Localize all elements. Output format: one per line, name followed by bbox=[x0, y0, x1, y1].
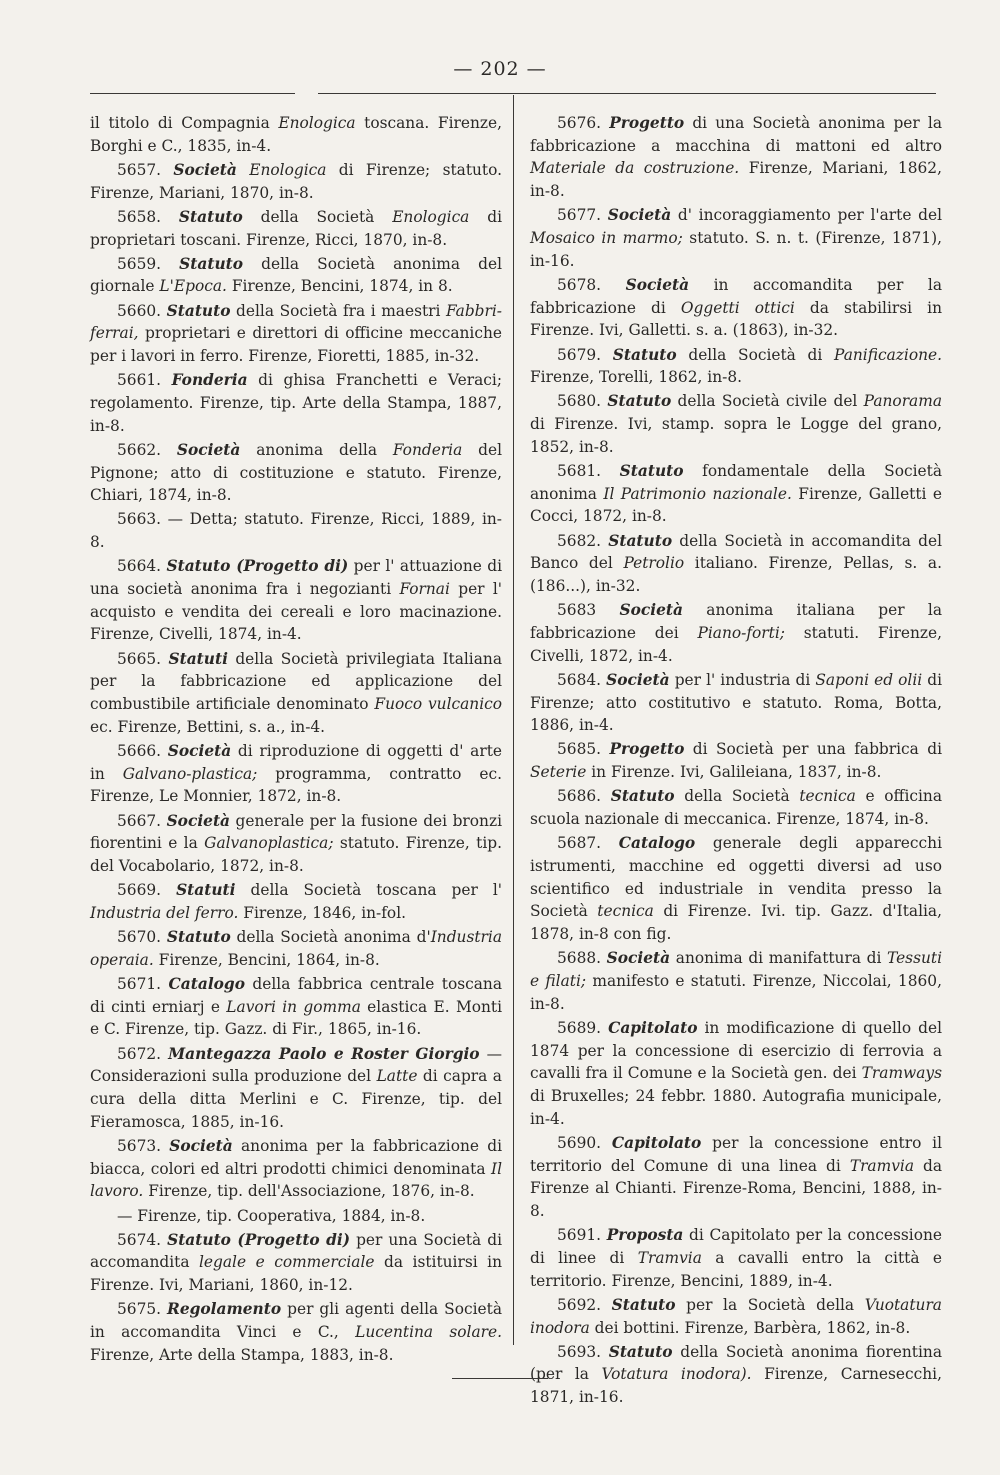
catalog-entry bbox=[530, 460, 942, 528]
catalog-entry bbox=[90, 1135, 502, 1203]
entry-keyword: Statuto bbox=[612, 345, 677, 364]
entry-subject: Fonderia bbox=[392, 440, 463, 459]
catalog-entry bbox=[530, 832, 942, 946]
entry-subject: Lavori in gomma bbox=[226, 997, 361, 1016]
entry-text: 5680. bbox=[557, 392, 608, 411]
entry-text: 5666. bbox=[117, 741, 168, 760]
entry-text: 5669. bbox=[117, 881, 177, 900]
catalog-entry bbox=[530, 738, 942, 783]
entry-text: 5661. bbox=[117, 371, 172, 390]
catalog-entry bbox=[90, 1205, 502, 1228]
entry-text: 5687. bbox=[557, 834, 619, 853]
entry-subject: Materiale da costruzione. bbox=[530, 159, 740, 178]
entry-subject: Industria del ferro. bbox=[90, 903, 239, 922]
entry-text: della Società di bbox=[676, 345, 835, 364]
entry-text: del Pignone; atto di costituzione e statuto. Firenze, Chiari, 1874, in-8. bbox=[90, 440, 502, 505]
entry-keyword: Statuto bbox=[178, 207, 243, 226]
entry-text: 5659. bbox=[117, 254, 180, 273]
entry-text: 5658. bbox=[117, 207, 179, 226]
entry-subject: Fuoco vulcanico bbox=[374, 695, 503, 714]
entry-text: della fabbrica centrale toscana di cinti erniarj e bbox=[90, 975, 503, 1016]
entry-subject: Industria operaia. bbox=[90, 928, 502, 969]
entry-text: per l' acquisto e vendita dei cereali e loro macinazione. Firenze, Civelli, 1874, in-4. bbox=[90, 580, 502, 644]
entry-text: 5683 bbox=[557, 601, 620, 620]
entry-keyword: Statuto bbox=[608, 531, 673, 550]
entry-text: programma, contratto ec. Firenze, Le Monnier, 1872, in-8. bbox=[90, 764, 502, 806]
catalog-entry bbox=[90, 1043, 502, 1134]
entry-keyword: Statuto bbox=[611, 1295, 676, 1314]
entry-text: di Capitolato per la concessione di linee di bbox=[530, 1226, 942, 1267]
entry-text: toscana. Firenze, Borghi e C., 1835, in-4. bbox=[90, 114, 502, 155]
entry-text: Firenze, 1846, in-fol. bbox=[238, 903, 407, 922]
entry-subject: Tramways bbox=[861, 1064, 942, 1083]
entry-text: statuti. Firenze, Civelli, 1872, in-4. bbox=[530, 623, 943, 665]
entry-text: di proprietari toscani. Firenze, Ricci, 1870, in-8. bbox=[90, 207, 502, 249]
entry-text: per una Società di accomandita bbox=[90, 1230, 503, 1272]
entry-text: 5674. bbox=[117, 1230, 168, 1249]
entry-subject: Enologica bbox=[249, 160, 327, 179]
entry-subject: Panorama bbox=[863, 392, 942, 411]
entry-subject: tecnica bbox=[799, 787, 856, 806]
catalog-entry bbox=[90, 439, 502, 507]
catalog-entry bbox=[90, 973, 502, 1041]
catalog-entry bbox=[530, 390, 942, 458]
catalog-entry bbox=[90, 810, 502, 878]
entry-text: statuto. Firenze, tip. del Vocabolario, 1872, in-8. bbox=[90, 834, 503, 875]
column-divider bbox=[513, 95, 514, 1345]
entry-text: anonima per la fabbricazione di biacca, colori ed altri prodotti chimici denominata bbox=[90, 1136, 503, 1178]
entry-text bbox=[237, 161, 249, 179]
catalog-entry bbox=[530, 1341, 942, 1409]
entry-text: in modificazione di quello del 1874 per la concessione di esercizio di ferrovia a cavalli fra il Comune e la Società gen. dei bbox=[530, 1018, 943, 1083]
entry-text: 5667. bbox=[117, 811, 167, 830]
entry-keyword: Società bbox=[606, 949, 671, 968]
entry-text: di ghisa Franchetti e Veraci; regolamento. Firenze, tip. Arte della Stampa, 1887, in-8. bbox=[90, 371, 503, 435]
catalog-entry bbox=[530, 1294, 942, 1339]
catalog-entry bbox=[530, 1132, 942, 1223]
entry-keyword: Statuti bbox=[168, 649, 228, 668]
entry-keyword: Statuto bbox=[607, 392, 672, 411]
entry-text: 5665. bbox=[117, 649, 169, 668]
entry-keyword: Progetto bbox=[609, 740, 685, 759]
entry-text: di capra a cura della ditta Merlini e C. Firenze, tip. del Fieramosca, 1885, in-16. bbox=[90, 1067, 502, 1131]
entry-text: generale degli apparecchi istrumenti, macchine ed oggetti diversi ad uso scientifico ed industriale in vendita presso la Società bbox=[530, 834, 942, 921]
entry-text: Firenze, Bencini, 1864, in-8. bbox=[153, 950, 380, 969]
catalog-entry bbox=[530, 530, 942, 598]
entry-keyword: Statuto bbox=[608, 1342, 673, 1361]
entry-text: 5681. bbox=[557, 462, 620, 481]
entry-keyword: Società bbox=[166, 811, 231, 830]
catalog-entry bbox=[90, 369, 502, 437]
entry-text: da istituirsi in Firenze. Ivi, Mariani, 1860, in-12. bbox=[90, 1253, 502, 1295]
entry-text: — Considerazioni sulla produzione del bbox=[90, 1044, 502, 1086]
entry-keyword: Società bbox=[173, 160, 237, 179]
entry-text: 5660. bbox=[117, 301, 167, 320]
entry-text: 5691. bbox=[557, 1226, 607, 1245]
entry-keyword: Statuto bbox=[619, 462, 684, 481]
entry-text: di riproduzione di oggetti d' arte in bbox=[90, 741, 502, 783]
entry-keyword: Società bbox=[176, 440, 241, 459]
entry-text: della Società anonima del giornale bbox=[90, 254, 503, 296]
entry-text: il titolo di Compagnia bbox=[90, 114, 279, 132]
entry-subject: Oggetti ottici bbox=[680, 298, 795, 317]
entry-text: 5685. bbox=[557, 740, 610, 759]
entry-text: della Società toscana per l' bbox=[235, 881, 503, 900]
entry-keyword: Statuti bbox=[176, 881, 236, 900]
entry-subject: Votatura inodora). bbox=[601, 1365, 752, 1384]
entry-text: anonima della bbox=[240, 440, 393, 459]
entry-subject: L'Epoca. bbox=[159, 277, 227, 296]
catalog-entry bbox=[90, 112, 502, 157]
entry-subject: Saponi ed olii bbox=[815, 670, 923, 689]
catalog-entry bbox=[90, 740, 502, 808]
entry-text: proprietari e direttori di officine meccaniche per i lavori in ferro. Firenze, Fioretti, 1885, in-32. bbox=[90, 324, 502, 366]
catalog-entry bbox=[90, 253, 502, 298]
entry-text: 5664. bbox=[117, 557, 167, 576]
entry-text: della Società fra i maestri bbox=[230, 301, 447, 320]
entry-text: 5690. bbox=[557, 1133, 612, 1152]
entry-text: 5693. bbox=[557, 1342, 609, 1361]
entry-text: per gli agenti della Società in accomandita Vinci e C., bbox=[90, 1300, 502, 1342]
catalog-entry bbox=[90, 648, 502, 739]
entry-subject: Galvanoplastica; bbox=[204, 834, 334, 853]
entry-text: della Società civile del bbox=[671, 392, 864, 411]
entry-subject: Enologica bbox=[278, 114, 356, 132]
entry-subject: Petrolio bbox=[623, 554, 685, 573]
entry-text: — Firenze, tip. Cooperativa, 1884, in-8. bbox=[117, 1206, 426, 1225]
entry-keyword: Regolamento bbox=[167, 1300, 282, 1319]
catalog-entry bbox=[90, 159, 502, 204]
entry-keyword: Società bbox=[169, 1136, 233, 1155]
entry-text: 5686. bbox=[557, 787, 611, 806]
entry-text: 5677. bbox=[557, 206, 608, 225]
entry-text: di Bruxelles; 24 febbr. 1880. Autografia municipale, in-4. bbox=[530, 1087, 942, 1128]
entry-text: in accomandita per la fabbricazione di bbox=[530, 275, 942, 317]
entry-keyword: Società bbox=[606, 670, 670, 689]
entry-text: manifesto e statuti. Firenze, Niccolai, 1860, in-8. bbox=[530, 972, 942, 1013]
footer-rule bbox=[452, 1378, 548, 1379]
entry-keyword: Mantegazza Paolo e Roster Giorgio bbox=[168, 1044, 480, 1063]
entry-text: italiano. Firenze, Pellas, s. a. (186...), in-32. bbox=[530, 554, 942, 596]
entry-text: in Firenze. Ivi, Galileiana, 1837, in-8. bbox=[586, 763, 882, 782]
catalog-entry bbox=[90, 206, 502, 251]
catalog-entry bbox=[90, 879, 502, 924]
entry-keyword: Società bbox=[167, 741, 232, 760]
entry-subject: Mosaico in marmo; bbox=[530, 229, 683, 248]
catalog-entry bbox=[90, 508, 502, 553]
entry-text: per l' industria di bbox=[669, 670, 816, 689]
entry-text: 5662. bbox=[117, 440, 177, 459]
entry-text: 5675. bbox=[117, 1300, 168, 1319]
entry-subject: Fornai bbox=[399, 580, 450, 599]
entry-keyword: Società bbox=[607, 206, 672, 225]
entry-text: statuto. S. n. t. (Firenze, 1871), in-16. bbox=[530, 229, 942, 270]
entry-subject: Panificazione. bbox=[834, 345, 942, 364]
entry-keyword: Statuto bbox=[179, 254, 244, 273]
entry-text: della Società privilegiata Italiana per la fabbricazione ed applicazione del combustibile artificiale denominato bbox=[90, 649, 502, 714]
entry-keyword: Statuto (Progetto di) bbox=[167, 1230, 351, 1249]
header-rule-right bbox=[318, 93, 936, 94]
entry-text: per l' attuazione di una società anonima fra i negozianti bbox=[90, 557, 503, 599]
entry-text: della Società anonima d' bbox=[230, 928, 431, 947]
entry-keyword: Statuto bbox=[610, 787, 675, 806]
entry-keyword: Proposta bbox=[606, 1226, 684, 1245]
entry-keyword: Fonderia bbox=[171, 371, 248, 390]
entry-text: della Società bbox=[674, 787, 800, 806]
entry-text: di Firenze; atto costitutivo e statuto. Roma, Botta, 1886, in-4. bbox=[530, 670, 943, 735]
entry-text: 5671. bbox=[117, 975, 169, 994]
entry-text: della Società bbox=[242, 207, 393, 226]
entry-text: generale per la fusione dei bronzi fiorentini e la bbox=[90, 811, 502, 853]
entry-text: per la Società della bbox=[675, 1295, 865, 1314]
entry-keyword: Capitolato bbox=[608, 1018, 698, 1037]
entry-text: Firenze, Arte della Stampa, 1883, in-8. bbox=[90, 1345, 394, 1364]
left-column bbox=[90, 112, 502, 1368]
entry-keyword: Progetto bbox=[609, 114, 685, 132]
entry-keyword: Statuto bbox=[166, 301, 231, 320]
entry-subject: tecnica bbox=[597, 902, 654, 921]
catalog-entry bbox=[530, 274, 942, 342]
entry-text: 5657. bbox=[117, 160, 174, 179]
entry-text: 5673. bbox=[117, 1136, 170, 1155]
entry-text: Firenze, Carnesecchi, 1871, in-16. bbox=[530, 1365, 942, 1407]
entry-subject: Il lavoro. bbox=[90, 1159, 502, 1201]
entry-text: da stabilirsi in Firenze. Ivi, Galletti. s. a. (1863), in-32. bbox=[530, 298, 942, 340]
entry-text: Firenze, tip. dell'Associazione, 1876, in-8. bbox=[143, 1182, 475, 1201]
entry-keyword: Società bbox=[619, 601, 683, 620]
entry-keyword: Catalogo bbox=[168, 975, 245, 994]
entry-keyword: Società bbox=[625, 275, 690, 294]
catalog-entry bbox=[530, 1224, 942, 1292]
entry-text: 5678. bbox=[557, 275, 626, 294]
entry-text: 5676. bbox=[557, 114, 610, 132]
entry-text: della Società anonima fiorentina (per la bbox=[530, 1342, 942, 1384]
entry-text: di Società per una fabbrica di bbox=[684, 740, 942, 759]
entry-text: dei bottini. Firenze, Barbèra, 1862, in-8. bbox=[589, 1318, 911, 1337]
entry-text: 5672. bbox=[117, 1044, 169, 1063]
entry-subject: Fabbri-ferrai, bbox=[90, 301, 503, 343]
entry-subject: Tramvia bbox=[637, 1248, 702, 1267]
catalog-entry bbox=[530, 344, 942, 389]
entry-text: 5689. bbox=[557, 1018, 609, 1037]
entry-text: Firenze, Mariani, 1862, in-8. bbox=[530, 159, 942, 201]
entry-text: 5679. bbox=[557, 345, 613, 364]
entry-text: a cavalli entro la città e territorio. Firenze, Bencini, 1889, in-4. bbox=[530, 1248, 943, 1290]
entry-text: per la concessione entro il territorio del Comune di una linea di bbox=[530, 1133, 942, 1175]
entry-text: 5682. bbox=[557, 531, 609, 550]
catalog-entry bbox=[90, 1229, 502, 1297]
entry-text: Firenze, Torelli, 1862, in-8. bbox=[530, 368, 743, 387]
entry-subject: Vuotatura inodora bbox=[530, 1295, 942, 1337]
entry-text: della Società in accomandita del Banco del bbox=[530, 531, 942, 573]
entry-text: anonima di manifattura di bbox=[670, 949, 887, 968]
catalog-entry bbox=[530, 669, 942, 737]
right-column bbox=[530, 112, 942, 1410]
entry-text: anonima italiana per la fabbricazione dei bbox=[530, 601, 942, 642]
catalog-entry bbox=[90, 926, 502, 971]
catalog-entry bbox=[530, 204, 942, 272]
header-rule-left bbox=[90, 93, 295, 94]
entry-subject: Latte bbox=[376, 1067, 418, 1086]
entry-keyword: Statuto bbox=[166, 928, 231, 947]
catalog-entry bbox=[530, 112, 942, 203]
entry-subject: legale e commerciale bbox=[199, 1253, 375, 1272]
entry-text: elastica E. Monti e C. Firenze, tip. Gazz. di Fir., 1865, in-16. bbox=[90, 997, 502, 1039]
page-number: — 202 — bbox=[453, 58, 547, 80]
entry-keyword: Catalogo bbox=[618, 834, 696, 853]
catalog-entry bbox=[530, 785, 942, 830]
catalog-entry bbox=[530, 947, 942, 1015]
entry-subject: Seterie bbox=[530, 763, 587, 782]
entry-text: da Firenze al Chianti. Firenze-Roma, Bencini, 1888, in-8. bbox=[530, 1156, 943, 1221]
entry-text: 5670. bbox=[117, 928, 167, 947]
entry-text: di Firenze. Ivi, stamp. sopra le Logge del grano, 1852, in-8. bbox=[530, 415, 942, 456]
entry-text: di Firenze; statuto. Firenze, Mariani, 1870, in-8. bbox=[90, 160, 502, 202]
entry-subject: Lucentina solare. bbox=[355, 1323, 503, 1342]
entry-text: Firenze, Bencini, 1874, in 8. bbox=[226, 277, 453, 296]
entry-text: di una Società anonima per la fabbricazione a macchina di mattoni ed altro bbox=[530, 114, 942, 155]
entry-subject: Galvano-plastica; bbox=[122, 764, 258, 783]
entry-text: d' incoraggiamento per l'arte del bbox=[671, 206, 943, 225]
entry-text: 5684. bbox=[557, 670, 607, 689]
entry-text: ec. Firenze, Bettini, s. a., in-4. bbox=[90, 717, 326, 736]
catalog-entry bbox=[90, 300, 502, 368]
entry-subject: Il Patrimonio nazionale. bbox=[603, 484, 792, 503]
catalog-entry bbox=[90, 555, 502, 646]
entry-keyword: Capitolato bbox=[611, 1133, 702, 1152]
entry-text: 5692. bbox=[557, 1295, 612, 1314]
entry-subject: Enologica bbox=[392, 207, 470, 226]
entry-text: 5688. bbox=[557, 949, 607, 968]
entry-text: Firenze, Galletti e Cocci, 1872, in-8. bbox=[530, 484, 942, 526]
catalog-entry bbox=[530, 599, 942, 667]
entry-text: fondamentale della Società anonima bbox=[530, 462, 943, 503]
entry-subject: Piano-forti; bbox=[697, 623, 785, 642]
entry-keyword: Statuto (Progetto di) bbox=[166, 557, 349, 576]
catalog-entry bbox=[90, 1298, 502, 1366]
entry-text: e officina scuola nazionale di meccanica. Firenze, 1874, in-8. bbox=[530, 787, 942, 829]
entry-subject: Tessuti e filati; bbox=[530, 949, 942, 991]
entry-text: 5663. — Detta; statuto. Firenze, Ricci, 1889, in-8. bbox=[90, 510, 502, 552]
entry-text: di Firenze. Ivi. tip. Gazz. d'Italia, 1878, in-8 con fig. bbox=[530, 902, 942, 944]
catalog-entry bbox=[530, 1017, 942, 1131]
entry-subject: Tramvia bbox=[849, 1156, 914, 1175]
